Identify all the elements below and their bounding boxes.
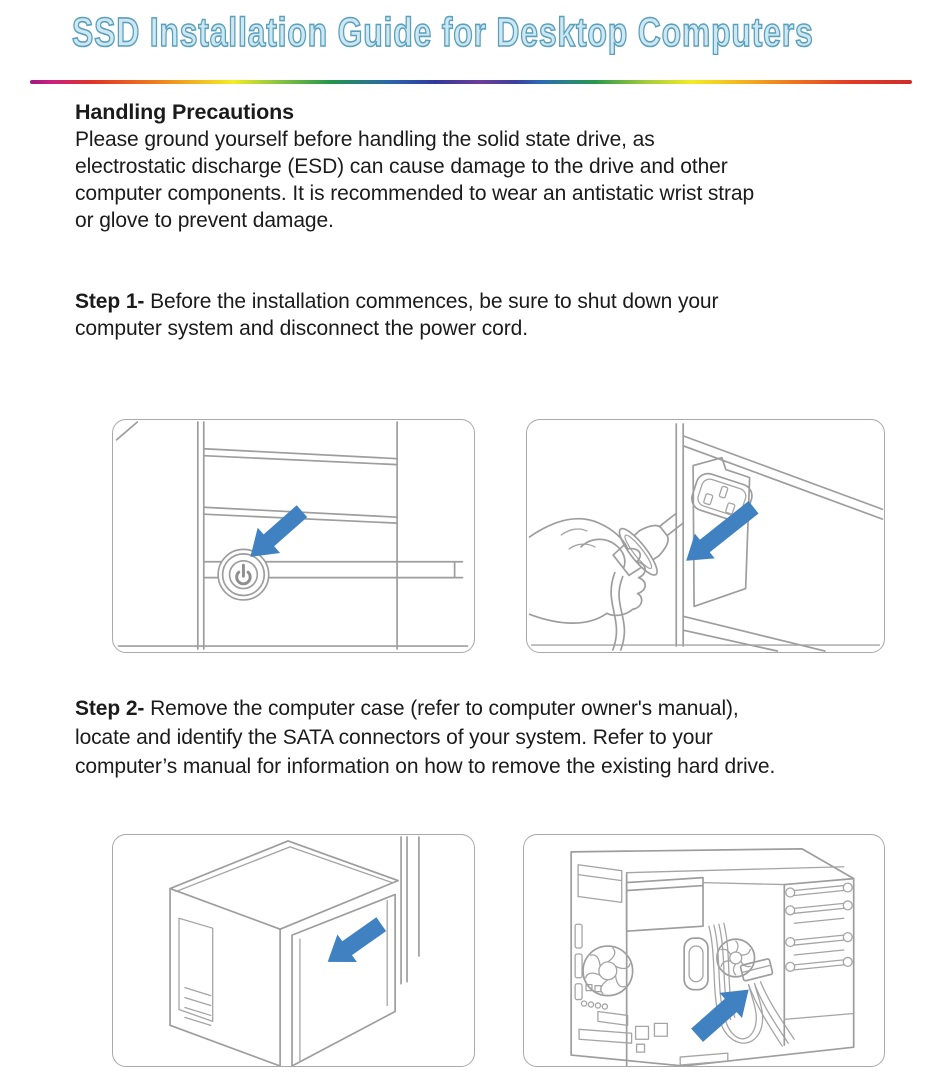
psu-box bbox=[627, 878, 703, 932]
cpu-bracket-inner bbox=[689, 946, 703, 982]
handling-paragraph bbox=[75, 126, 885, 234]
power-cable bbox=[611, 573, 624, 650]
interior-top-rim bbox=[627, 867, 844, 873]
body-line: computer components. It is recommended to wear an antistatic wrist strap bbox=[75, 182, 755, 205]
body-line: locate and identify the SATA connectors of your system. Refer to your bbox=[75, 726, 713, 749]
body-line: Before the installation commences, be sure to shut down your bbox=[150, 290, 719, 313]
case-top-face bbox=[170, 841, 398, 929]
body-line: Please ground yourself before handling the solid state drive, as bbox=[75, 128, 655, 151]
step2-section bbox=[75, 694, 885, 781]
rainbow-divider bbox=[30, 80, 912, 84]
power-button-illustration bbox=[113, 420, 474, 652]
body-line: computer system and disconnect the power cord. bbox=[75, 317, 528, 340]
unplug-cord-illustration bbox=[527, 420, 884, 652]
body-line: Remove the computer case (refer to computer owner's manual), bbox=[150, 697, 739, 720]
step2-label: Step 2- bbox=[75, 697, 145, 720]
back-panel-details bbox=[575, 865, 632, 1043]
front-bezel-lines bbox=[198, 422, 204, 649]
body-line: electrostatic discharge (ESD) can cause damage to the drive and other bbox=[75, 155, 728, 178]
sata-connector-icon bbox=[740, 959, 773, 982]
case-bottom-edges bbox=[683, 616, 825, 651]
rear-fan-icon bbox=[583, 946, 633, 996]
page-title: SSD Installation Guide for Desktop Computers bbox=[72, 9, 814, 55]
handling-heading: Handling Precautions bbox=[75, 100, 295, 124]
drive-cage bbox=[784, 879, 853, 1046]
handling-precautions-section bbox=[75, 99, 885, 234]
case-frame-lines bbox=[401, 837, 419, 984]
front-inset-panel bbox=[179, 918, 213, 1021]
case-top-inset-lines bbox=[176, 847, 392, 892]
step1-label: Step 1- bbox=[75, 290, 145, 313]
blue-arrow-icon bbox=[328, 917, 386, 962]
interior-shelf-line bbox=[703, 883, 784, 885]
sata-cables bbox=[709, 923, 794, 1046]
case-front-face bbox=[170, 889, 280, 1066]
case-edge-lines bbox=[676, 424, 683, 646]
case-top-edges bbox=[683, 436, 882, 519]
locate-sata-illustration bbox=[524, 835, 884, 1066]
figure-unplug-cord bbox=[526, 419, 885, 653]
figure-locate-sata bbox=[523, 834, 885, 1067]
case-corner-line bbox=[117, 422, 138, 440]
blue-arrow-icon bbox=[250, 505, 307, 557]
step1-section bbox=[75, 288, 885, 342]
figure-remove-side-panel bbox=[112, 834, 475, 1067]
step1-paragraph bbox=[75, 288, 885, 342]
step2-paragraph bbox=[75, 694, 885, 781]
side-panel bbox=[292, 894, 395, 1066]
blue-arrow-icon bbox=[691, 990, 749, 1042]
body-line: or glove to prevent damage. bbox=[75, 209, 334, 232]
drive-bay-slot-1 bbox=[204, 449, 397, 465]
figure-power-button bbox=[112, 419, 475, 653]
remove-side-panel-illustration bbox=[113, 835, 474, 1066]
body-line: computer’s manual for information on how to remove the existing hard drive. bbox=[75, 755, 776, 778]
